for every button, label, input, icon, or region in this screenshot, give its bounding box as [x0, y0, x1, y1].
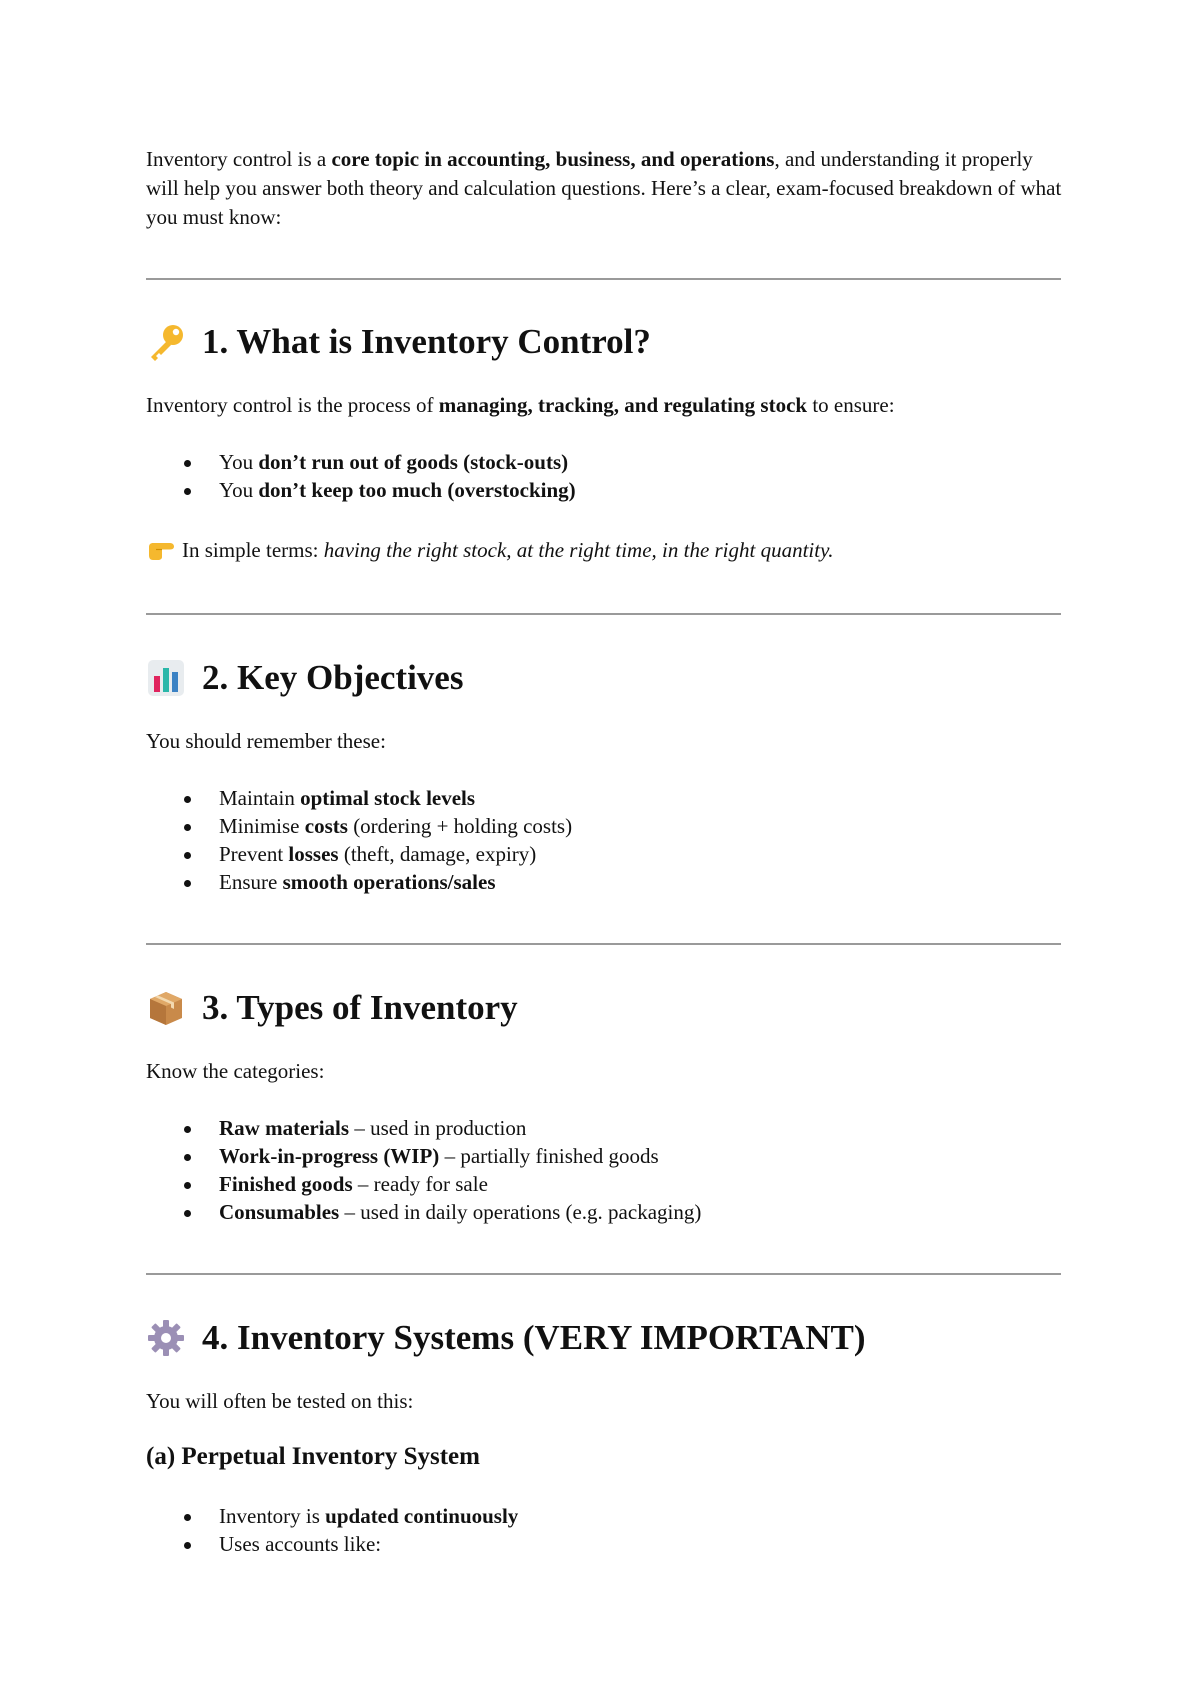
list-item: Raw materials – used in production: [146, 1114, 701, 1142]
section-heading: 2. Key Objectives: [146, 656, 463, 700]
bar-chart-icon: [146, 658, 186, 698]
key-icon: [146, 322, 186, 362]
list-item: Inventory is updated continuously: [146, 1502, 518, 1530]
divider: [146, 1273, 1061, 1275]
bullet-list: [146, 1502, 518, 1558]
section-paragraph: Know the categories:: [146, 1059, 325, 1083]
section-heading: 1. What is Inventory Control?: [146, 320, 651, 364]
section-note: In simple terms: having the right stock, at the right time, in the right quantity.: [146, 536, 834, 565]
gear-icon: [146, 1318, 186, 1358]
bullet-list: [146, 448, 576, 504]
section-heading: 4. Inventory Systems (VERY IMPORTANT): [146, 1316, 865, 1360]
pointing-hand-icon: [146, 537, 176, 561]
section-heading: 3. Types of Inventory: [146, 986, 518, 1030]
bullet-list: [146, 784, 572, 896]
list-item: You don’t keep too much (overstocking): [146, 476, 576, 504]
package-icon: [146, 988, 186, 1028]
list-item: You don’t run out of goods (stock-outs): [146, 448, 576, 476]
list-item: Uses accounts like:: [146, 1530, 518, 1558]
section-paragraph: You should remember these:: [146, 729, 386, 753]
list-item: Finished goods – ready for sale: [146, 1170, 701, 1198]
subsection-heading: (a) Perpetual Inventory System: [146, 1443, 480, 1470]
intro-paragraph: Inventory control is a core topic in accounting, business, and operations, and understanding it properly will help you answer both theory and calculation questions. Here’s a clear, exam-focused breakdown of what you must know:: [146, 147, 1062, 229]
divider: [146, 278, 1061, 280]
list-item: Minimise costs (ordering + holding costs): [146, 812, 572, 840]
section-paragraph: Inventory control is the process of managing, tracking, and regulating stock to ensure:: [146, 393, 895, 417]
list-item: Prevent losses (theft, damage, expiry): [146, 840, 572, 868]
section-paragraph: You will often be tested on this:: [146, 1389, 414, 1413]
list-item: Ensure smooth operations/sales: [146, 868, 572, 896]
bullet-list: [146, 1114, 701, 1226]
list-item: Maintain optimal stock levels: [146, 784, 572, 812]
list-item: Consumables – used in daily operations (e.g. packaging): [146, 1198, 701, 1226]
divider: [146, 613, 1061, 615]
list-item: Work-in-progress (WIP) – partially finished goods: [146, 1142, 701, 1170]
divider: [146, 943, 1061, 945]
